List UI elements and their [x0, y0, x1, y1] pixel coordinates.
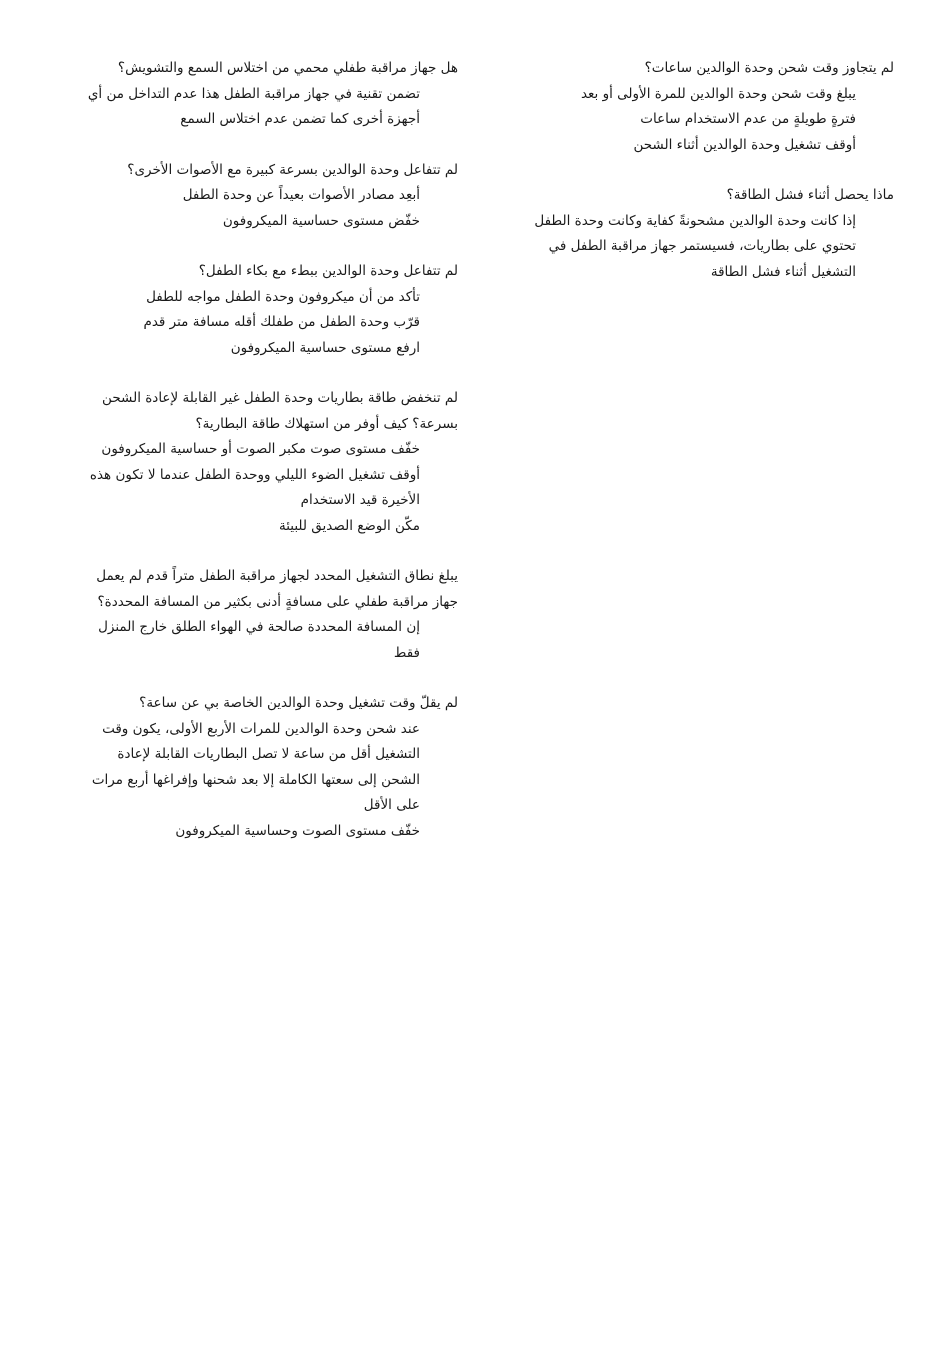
- faq-answer: تضمن تقنية في جهاز مراقبة الطفل هذا عدم التداخل من أي أجهزة أخرى كما تضمن عدم اختلاس السمع: [87, 85, 420, 127]
- faq-answers: [512, 209, 894, 286]
- faq-question: ماذا يحصل أثناء فشل الطاقة؟: [726, 187, 894, 203]
- faq-answer: خفّف مستوى صوت مكبر الصوت أو حساسية الميكروفون: [101, 441, 420, 457]
- faq-answer: قرّب وحدة الطفل من طفلك أقله مسافة متر قدم: [143, 314, 420, 330]
- faq-question: لم تتفاعل وحدة الوالدين ببطء مع بكاء الطفل؟: [198, 263, 458, 279]
- faq-item: [80, 564, 458, 666]
- faq-question: هل جهاز مراقبة طفلي محمي من اختلاس السمع والتشويش؟: [117, 60, 458, 76]
- faq-answer: فترةٍ طويلةٍ من عدم الاستخدام ساعات: [640, 111, 856, 127]
- faq-answer: إن المسافة المحددة صالحة في الهواء الطلق خارج المنزل فقط: [98, 619, 420, 661]
- faq-item: [80, 691, 458, 844]
- faq-item: [80, 56, 458, 133]
- faq-item: [80, 158, 458, 235]
- faq-answer: أبعِد مصادر الأصوات بعيداً عن وحدة الطفل: [182, 187, 420, 203]
- faq-answers: [512, 82, 894, 159]
- faq-column-right: [512, 56, 894, 310]
- faq-answer: عند شحن وحدة الوالدين للمرات الأربع الأولى، يكون وقت التشغيل أقل من ساعة لا تصل البطاريات القابلة لإعادة الشحن إلى سعتها الكاملة إلا بعد شحنها وإفراغها أربع مرات على الأقل: [91, 720, 420, 813]
- faq-question: لم تتفاعل وحدة الوالدين بسرعة كبيرة مع الأصوات الأخرى؟: [127, 161, 458, 178]
- faq-answers: [80, 285, 458, 362]
- faq-answers: [80, 82, 458, 133]
- faq-answer: خفّض مستوى حساسية الميكروفون: [222, 212, 420, 229]
- faq-answer: خفّف مستوى الصوت وحساسية الميكروفون: [175, 822, 420, 839]
- faq-item: [512, 183, 894, 285]
- faq-answer: إذا كانت وحدة الوالدين مشحونةً كفاية وكانت وحدة الطفل تحتوي على بطاريات، فسيستمر جهاز مراقبة الطفل في التشغيل أثناء فشل الطاقة: [534, 212, 856, 280]
- faq-answer: تأكد من أن ميكروفون وحدة الطفل مواجه للطفل: [146, 288, 420, 305]
- faq-answer: ارفع مستوى حساسية الميكروفون: [230, 339, 420, 356]
- faq-answer: أوقف تشغيل وحدة الوالدين أثناء الشحن: [633, 136, 856, 153]
- faq-column-left: [80, 56, 458, 869]
- faq-answers: [80, 717, 458, 845]
- faq-answers: [80, 615, 458, 666]
- faq-answer: مكّن الوضع الصديق للبيئة: [278, 517, 420, 534]
- faq-answer: يبلغ وقت شحن وحدة الوالدين للمرة الأولى أو بعد: [580, 85, 856, 102]
- faq-item: [80, 259, 458, 361]
- faq-question: لم يقلّ وقت تشغيل وحدة الوالدين الخاصة بي عن ساعة؟: [139, 695, 458, 711]
- faq-answers: [80, 183, 458, 234]
- faq-item: [80, 386, 458, 539]
- faq-answers: [80, 437, 458, 539]
- faq-item: [512, 56, 894, 158]
- faq-question: لم يتجاوز وقت شحن وحدة الوالدين ساعات؟: [644, 60, 894, 76]
- faq-question: لم تنخفض طاقة بطاريات وحدة الطفل غير القابلة لإعادة الشحن بسرعة؟ كيف أوفر من استهلاك طاقة البطارية؟: [102, 390, 458, 432]
- faq-question: يبلغ نطاق التشغيل المحدد لجهاز مراقبة الطفل متراً قدم لم يعمل جهاز مراقبة طفلي على مسافةٍ أدنى بكثير من المسافة المحددة؟: [96, 568, 458, 610]
- faq-answer: أوقف تشغيل الضوء الليلي ووحدة الطفل عندما لا تكون هذه الأخيرة قيد الاستخدام: [89, 466, 420, 508]
